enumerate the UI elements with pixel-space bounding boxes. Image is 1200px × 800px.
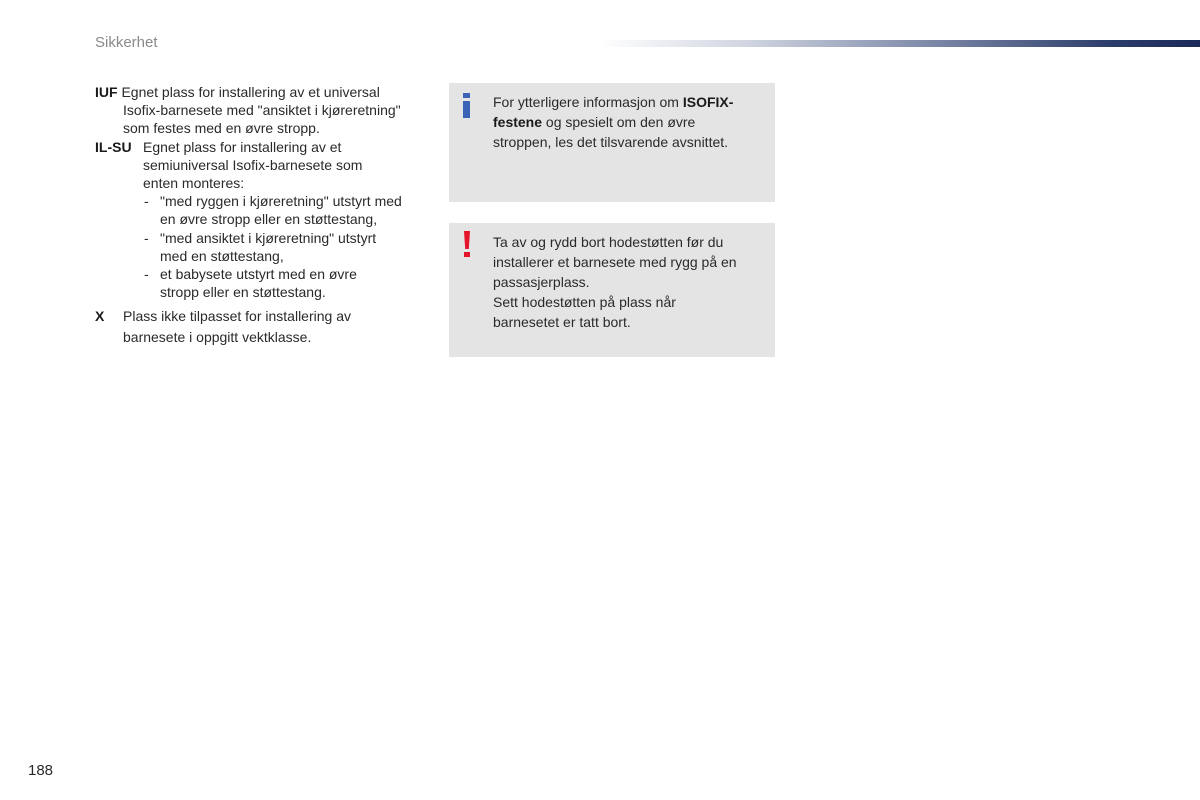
info-note-line1: For ytterligere informasjon om ISOFIX- [493,94,734,110]
info-note-line2: festene og spesielt om den øvre [493,114,696,130]
list-item-line1: "med ansiktet i kjøreretning" utstyrt [160,229,377,246]
entry-iuf [95,83,430,138]
entry-il-su [95,138,430,302]
section-title: Sikkerhet [95,34,158,51]
entry-iuf-line3: som festes med en øvre stropp. [123,120,320,137]
list-dash: - [144,266,149,283]
list-item-line1: "med ryggen i kjøreretning" utstyrt med [160,193,402,210]
warning-note-line5: barnesetet er tatt bort. [493,314,631,330]
warning-note-line2: installerer et barnesete med rygg på en [493,254,737,270]
list-item-line1: et babysete utstyrt med en øvre [160,266,357,283]
entry-x-line2: barnesete i oppgitt vektklasse. [123,329,312,346]
list-item [143,192,430,228]
entry-iuf-line2: Isofix-barnesete med "ansiktet i kjøreretning" [123,102,401,119]
entry-x-content [123,306,430,348]
seat-codes-list [95,83,430,348]
info-note-text [493,92,771,152]
mounting-options-list [143,192,430,301]
list-item [143,229,430,265]
list-dash: - [144,229,149,246]
warning-note-line1: Ta av og rydd bort hodestøtten før du [493,234,724,250]
info-note-line3: stroppen, les det tilsvarende avsnittet. [493,134,729,150]
entry-iuf-line1: Egnet plass for installering av et universal [121,84,380,100]
warning-note-line3: passasjerplass. [493,274,590,290]
warning-icon [463,231,473,259]
entry-il-su-line2: semiuniversal Isofix-barnesete som [143,156,363,173]
warning-note-text [493,232,771,332]
header-gradient-bar [600,40,1200,47]
entry-x [95,306,430,348]
entry-x-line1: Plass ikke tilpasset for installering av [123,308,351,325]
list-item-line2: stropp eller en støttestang. [160,284,326,301]
info-note-box [449,83,775,202]
entry-code-x: X [95,308,105,325]
info-icon [463,93,471,119]
list-item-line2: en øvre stropp eller en støttestang, [160,211,378,228]
list-item [143,265,430,301]
warning-note-line4: Sett hodestøtten på plass når [493,294,676,310]
entry-code-iuf: IUF [95,84,118,100]
list-item-line2: med en støttestang, [160,247,284,264]
page-number: 188 [28,762,54,779]
entry-il-su-content [143,138,430,302]
entry-code-il-su: IL-SU [95,138,132,155]
entry-il-su-line3: enten monteres: [143,175,245,192]
warning-note-box [449,223,775,357]
entry-il-su-line1: Egnet plass for installering av et [143,138,342,155]
list-dash: - [144,193,149,210]
